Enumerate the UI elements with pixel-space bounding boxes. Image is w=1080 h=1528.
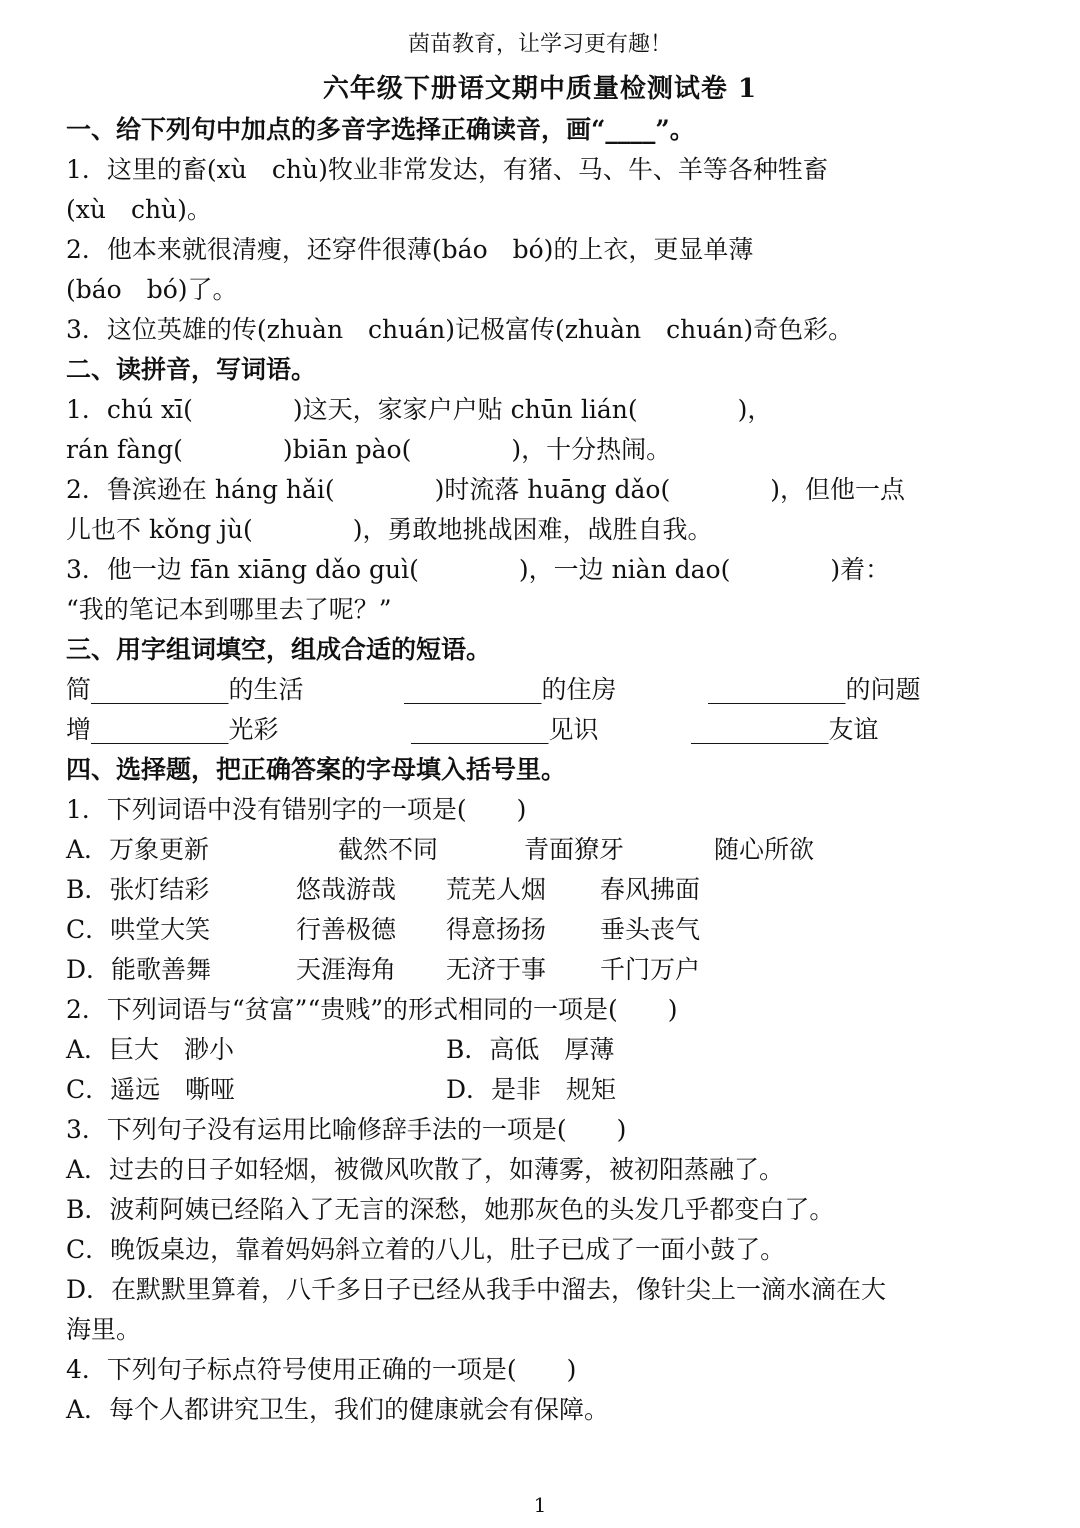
phrase-blank: 增___________光彩 <box>66 715 279 744</box>
option-item: B．张灯结彩 <box>66 875 210 904</box>
section-1-line: (báo bó)了。 <box>66 275 238 304</box>
page-header: 茵苗教育，让学习更有趣！ <box>407 32 672 57</box>
option-item: D．是非 规矩 <box>446 1075 617 1104</box>
section-4-heading: 四、选择题，把正确答案的字母填入括号里。 <box>66 755 567 784</box>
section-2-heading: 二、读拼音，写词语。 <box>66 355 317 384</box>
question-stem: 4．下列句子标点符号使用正确的一项是( ) <box>66 1355 577 1384</box>
option-item: 青面獠牙 <box>524 835 625 864</box>
phrase-blank: ___________的住房 <box>404 675 617 704</box>
option-line: 海里。 <box>66 1315 142 1344</box>
section-2-line: 2．鲁滨逊在 háng hǎi( )时流落 huāng dǎo( )，但他一点 <box>66 475 905 504</box>
section-2-line: 儿也不 kǒng jù( )，勇敢地挑战困难，战胜自我。 <box>66 515 713 544</box>
question-stem: 2．下列词语与“贫富”“贵贱”的形式相同的一项是( ) <box>66 995 678 1024</box>
option-item: 无济于事 <box>446 955 547 984</box>
option-row <box>66 875 1026 905</box>
section-3-heading: 三、用字组词填空，组成合适的短语。 <box>66 635 492 664</box>
option-line: A．每个人都讲究卫生，我们的健康就会有保障。 <box>66 1395 610 1424</box>
option-item: 行善极德 <box>296 915 397 944</box>
phrase-blank: ___________见识 <box>411 715 599 744</box>
phrase-blank: ___________友谊 <box>691 715 879 744</box>
page-title: 六年级下册语文期中质量检测试卷 1 <box>322 74 758 104</box>
option-item: 天涯海角 <box>296 955 397 984</box>
option-row <box>66 835 1026 865</box>
section-1-line: (xù chù)。 <box>66 195 212 224</box>
section-2-line: 1．chú xī( )这天，家家户户贴 chūn lián( )， <box>66 395 773 424</box>
option-item: 垂头丧气 <box>600 915 701 944</box>
question-stem: 1．下列词语中没有错别字的一项是( ) <box>66 795 527 824</box>
option-item: C．哄堂大笑 <box>66 915 211 944</box>
option-line: D．在默默里算着，八千多日子已经从我手中溜去，像针尖上一滴水滴在大 <box>66 1275 887 1304</box>
section-1-line: 2．他本来就很清瘦，还穿件很薄(báo bó)的上衣，更显单薄 <box>66 235 754 264</box>
section-1-line: 1．这里的畜(xù chù)牧业非常发达，有猪、马、牛、羊等各种牲畜 <box>66 155 828 184</box>
option-item: 截然不同 <box>338 835 439 864</box>
option-row <box>66 955 1026 985</box>
option-item: 悠哉游哉 <box>296 875 397 904</box>
option-item: 随心所欲 <box>714 835 815 864</box>
section-2-line: 3．他一边 fān xiāng dǎo guì( )，一边 niàn dao( )着： <box>66 555 891 584</box>
option-item: 春风拂面 <box>600 875 701 904</box>
phrase-blank: 简___________的生活 <box>66 675 304 704</box>
option-item: 千门万户 <box>600 955 701 984</box>
option-item: 荒芜人烟 <box>446 875 547 904</box>
question-stem: 3．下列句子没有运用比喻修辞手法的一项是( ) <box>66 1115 627 1144</box>
phrase-blank: ___________的问题 <box>708 675 921 704</box>
option-line: A．过去的日子如轻烟，被微风吹散了，如薄雾，被初阳蒸融了。 <box>66 1155 785 1184</box>
option-item: 得意扬扬 <box>446 915 547 944</box>
section-2-line: rán fàng( )biān pào( )，十分热闹。 <box>66 435 672 464</box>
option-line: B．波莉阿姨已经陷入了无言的深愁，她那灰色的头发几乎都变白了。 <box>66 1195 835 1224</box>
option-item: B．高低 厚薄 <box>446 1035 615 1064</box>
option-item: A．巨大 渺小 <box>66 1035 235 1064</box>
option-line: C．晚饭桌边，靠着妈妈斜立着的八儿，肚子已成了一面小鼓了。 <box>66 1235 786 1264</box>
section-1-heading: 一、给下列句中加点的多音字选择正确读音，画“____”。 <box>66 115 695 144</box>
option-item: A．万象更新 <box>66 835 210 864</box>
phrase-row <box>66 715 1026 745</box>
section-2-line: “我的笔记本到哪里去了呢？” <box>66 595 392 624</box>
option-item: D．能歌善舞 <box>66 955 212 984</box>
section-1-line: 3．这位英雄的传(zhuàn chuán)记极富传(zhuàn chuán)奇色彩。 <box>66 315 854 344</box>
option-row <box>66 915 1026 945</box>
option-item: C．遥远 嘶哑 <box>66 1075 236 1104</box>
phrase-row <box>66 675 1026 705</box>
option-row <box>66 1035 1026 1065</box>
option-row <box>66 1075 1026 1105</box>
page-number: 1 <box>533 1493 547 1517</box>
